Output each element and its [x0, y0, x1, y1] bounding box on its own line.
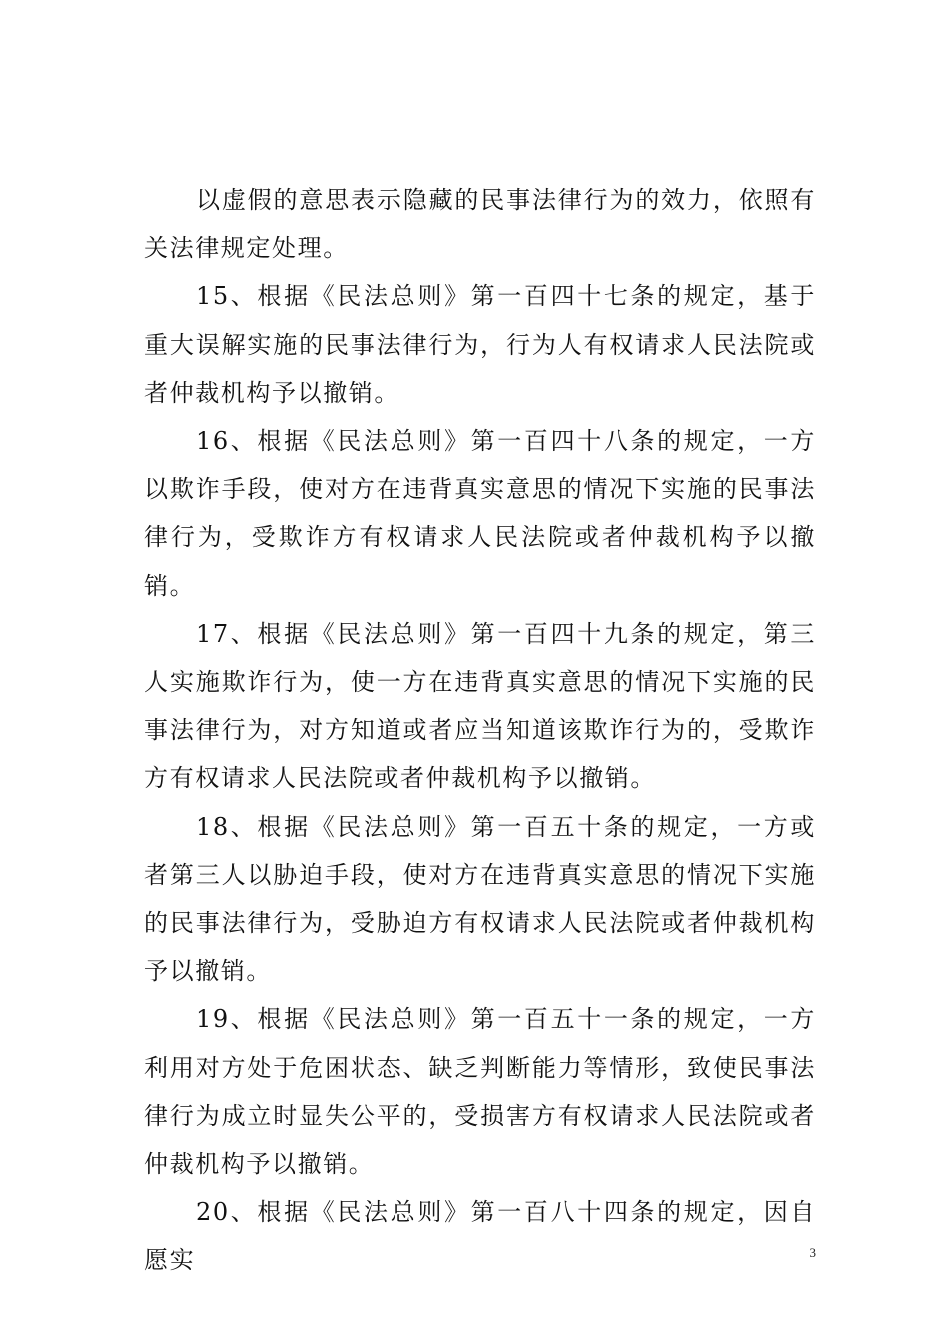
- paragraph: 17、根据《民法总则》第一百四十九条的规定，第三人实施欺诈行为，使一方在违背真实意思的情况下实施的民事法律行为，对方知道或者应当知道该欺诈行为的，受欺诈方有权请求人民法院或者仲裁机构予以撤销。: [144, 619, 816, 793]
- paragraph: 19、根据《民法总则》第一百五十一条的规定，一方利用对方处于危困状态、缺乏判断能力等情形，致使民事法律行为成立时显失公平的，受损害方有权请求人民法院或者仲裁机构予以撤销。: [144, 1005, 816, 1179]
- paragraph: 20、根据《民法总则》第一百八十四条的规定，因自愿实: [144, 1198, 816, 1275]
- page-number: 3: [809, 1245, 816, 1260]
- paragraph: 15、根据《民法总则》第一百四十七条的规定，基于重大误解实施的民事法律行为，行为人有权请求人民法院或者仲裁机构予以撤销。: [144, 282, 816, 407]
- paragraph: 18、根据《民法总则》第一百五十条的规定，一方或者第三人以胁迫手段，使对方在违背真实意思的情况下实施的民事法律行为，受胁迫方有权请求人民法院或者仲裁机构予以撤销。: [144, 812, 816, 986]
- paragraph: 16、根据《民法总则》第一百四十八条的规定，一方以欺诈手段，使对方在违背真实意思的情况下实施的民事法律行为，受欺诈方有权请求人民法院或者仲裁机构予以撤销。: [144, 427, 816, 600]
- document-body: [144, 176, 816, 1285]
- paragraph: 以虚假的意思表示隐藏的民事法律行为的效力，依照有关法律规定处理。: [144, 186, 816, 263]
